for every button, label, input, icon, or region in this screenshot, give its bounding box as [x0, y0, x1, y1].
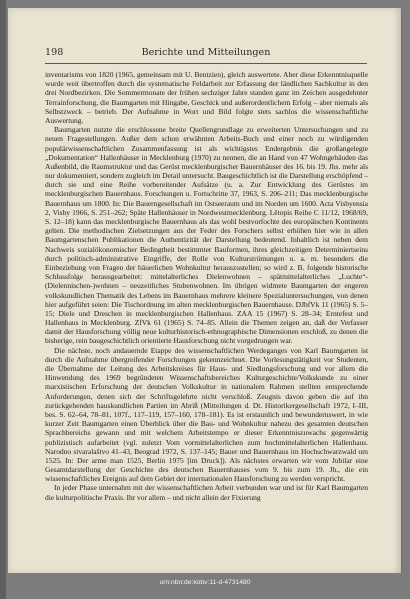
running-head: Berichte und Mitteilungen	[141, 47, 271, 58]
paragraph-4: In jeder Phase unternahm mit der wissenschaftlichen Arbeit verbunden war und ist für Karl Baumgarten die kulturpolitische Praxis. Ihr vor allem – und nicht allein der Fixierung	[45, 483, 368, 502]
article-text	[45, 70, 368, 562]
footer-url: urn:nbn:de:kobv:11-d-4731480	[159, 579, 251, 586]
page-header	[45, 45, 367, 64]
paragraph-2: Baumgarten nutzte die erschlossene breite Quellengrundlage zu erweiterten Untersuchungen und zu neuen Fragestellungen. Außer dem schon erwähnten Arbeits-Buch und einer noch zu würdigenden populärwissenschaftlichen Zusammenfassung ist als wichtigstes Endergebnis die großangelegte „Dokumentation“ Hallenhäuser in Mecklenburg (1970) zu nennen, die an Hand von 47 Wohngebäuden das Außenbild, die Raumstruktur und das Gerüst mecklenburgischer Bauernhäuser des 16. bis 19. Jhs. mehr als nur dokumentiert, sondern zugleich im Detail untersucht. Baugeschichtlich ist die Darstellung erschöpfend – durch sie und eine Reihe vorbereitender Aufsätze (u. a. Zur Entwicklung des Gerüstes im mecklenburgischen Bauernhaus. Forschungen u. Fortschritte 37, 1963, S. 206–211; Das mecklenburgische Bauernhaus um 1800. In: Die Bauerngesellschaft im Ostseeraum und im Norden um 1600. Acta Visbyensia 2, Visby 1966, S. 251–262; Späte Hallenhäuser in Nordwestmecklenburg. Lětopis Reihe C 11/12, 1968/69, S. 12–18) kann das mecklenburgische Bauernhaus als das wohl bestvorfochte des europäischen Kontinents gelten. Die methodischen Zielsetzungen aus der Feder des Forschers selbst erhöhen hier wie in allen Baumgartenschen Publikationen die Authentizität der Darstellung bedeutend. Inhaltlich ist neben dem Nachweis sozialökonomischer Bedingtheit bestimmter Bauformen, ihres gleichzeitigen Determiniertseins durch politisch-administrative Eingriffe, der Rolle von Kulturströmungen u. a. m. besonders die Einbeziehung von Fragen der bäuerlichen Wohnkultur herauszustellen; so wird z. B. folgende historische Schlussfolge herausgearbeitet: mittelalterliches Dielenwohnen – spätmittelalterliches „Luchte“-(Dielennischen-)wohnen – neuzeitliches Stubenwohnen. Im übrigen widmete Baumgarten der engeren volkskundlichen Thematik des Lebens im Bauernhaus mehrere kleinere Spezialuntersuchungen, von denen hier aufgeführt seien: Die Tischordnung im alten mecklenburgischen Bauernhause. DJbfVk 11 (1965) S. 5–15; Diele und Dreschen in mecklenburgischen Hallenhaus. ZAA 15 (1967) S. 28–34; Erntefest und Hallenhaus in Mecklenburg. ZfVk 61 (1965) S. 74–85. Allein die Themen zeigen an, daß der Verfasser damit der Hausforschung völlig neue kulturhistorisch-ethnographische Dimensionen erschloß, zu denen die bisherige, rein baugeschichtlich orientierte Hausforschung nicht vorgedrungen war.	[45, 125, 368, 346]
paragraph-3: Die nächste, noch andauernde Etappe des wissenschaftlichen Werdeganges von Karl Baumgarten ist durch die Aufnahme übergreifender Forschungen gekennzeichnet. Die Vorlesungstätigkeit vor Studenten, die Übernahme der Leitung des Arbeitskreises für Haus- und Siedlungsforschung und vor allem die Hinwendung des 1969 begründeten Wissenschaftsbereiches Kulturgeschichte/Volkskunde zu einer marxistischen Erforschung der deutschen Volkskultur in nationalem Rahmen stellten entsprechende Anforderungen, denen sich der Schriftsgelehrte nicht verschloß. Zeugnis davon geben die auf ihn zurückgehenden hauskundlichen Partien im Abriß (Mitteilungen d. Dt. Historikergesellschaft 1972, I–III, bes. S. 62–64, 78–81, 107f., 117–119, 157–160, 178–181). Es ist erstaunlich und bewundernswert, in wie kurzer Zeit Baumgarten einen Überblick über die Bau- und Wohnkultur nahezu des gesamten deutschen Sprachbereichs gewann und mit welchem Arbeitstempo er dieser Erkenntniszuwachs gegenwärtig publizistisch aufarbeitet (vgl. zuletzt Vom vormittelalterlichen zum hochmittelalterlichen Hallenhaus. Narodno stvaralaštvo 41–43, Beograd 1972, S. 137–145; Bauer und Bauernhaus im Hochschwarzwald um 1525. In: Der arme man 1525, Berlin 1975 [im Druck]). Als nächstes erwarten wir vom Jubilar eine Gesamtdarstellung der Geschichte des deutschen Bauernhauses vom 9. bis zum 19. Jh., die ein wissenschaftliches Ereignis auf dem Gebiet der internationalen Hausforschung zu werden verspricht.	[45, 345, 368, 484]
page-number: 198	[45, 47, 64, 58]
scanned-page	[8, 8, 401, 573]
paragraph-1: inventarisms von 1820 (1965, gemeinsam mit U. Bentzien), gleich auswertete. Aber diese Erkenntnisquelle wurde weit übertroffen durch die systematische Feldarbeit zur Erfassung der ländlichen Sachkultur in den drei Nordbezirken. Die Sommermonate der frühen sechziger Jahre standen ganz im Zeichen ausgedehnter Terrainforschung, die Baumgarten mit Hingabe, Geschick und außerordentlichem Erfolg – aber niemals als Selbstzweck – betrieb. Der Aufnahme in Wort und Bild folgte stets sachlos die wissenschaftliche Auswertung.	[45, 70, 368, 125]
